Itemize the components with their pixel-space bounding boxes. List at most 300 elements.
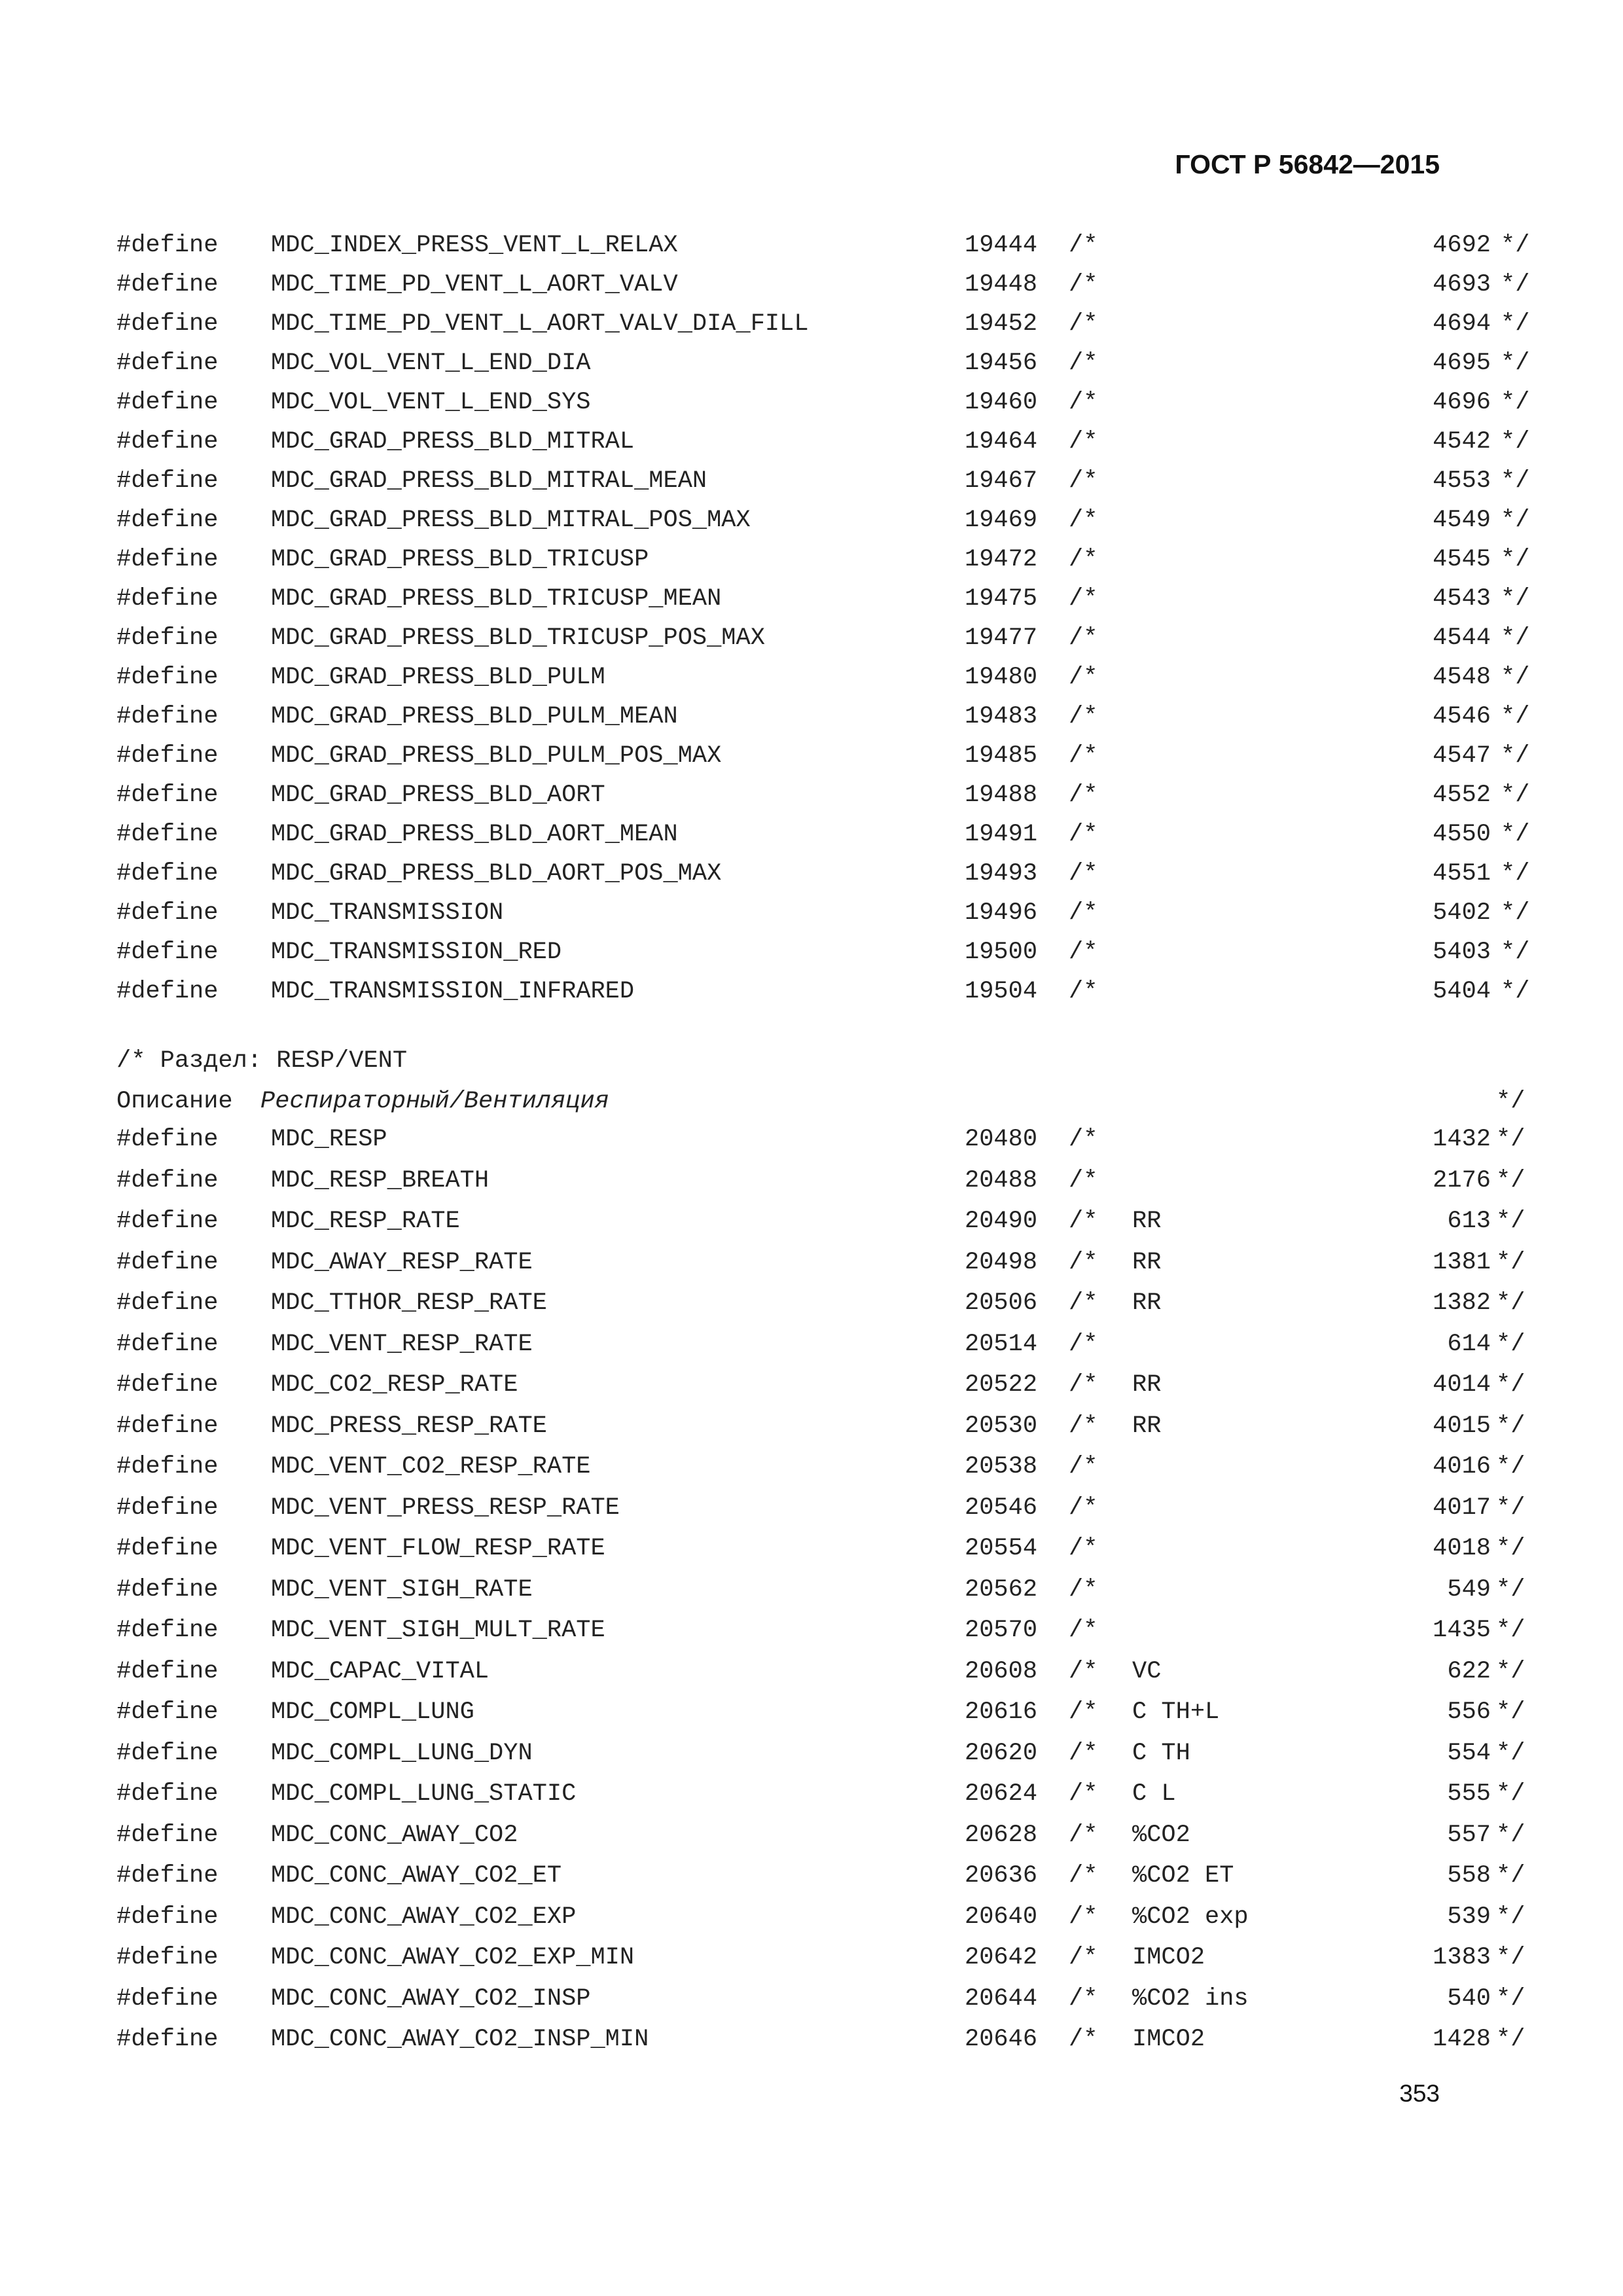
macro-code: 20546 [965,1494,1038,1522]
define-row [116,1248,1525,1290]
define-keyword: #define [116,1453,219,1480]
comment-open: /* [1069,585,1098,613]
abbreviation: C L [1132,1780,1176,1808]
comment-close: */ [1501,781,1530,809]
define-keyword: #define [116,1698,219,1726]
define-row [116,860,1530,899]
define-keyword: #define [116,1739,219,1767]
comment-open: /* [1069,428,1098,456]
macro-code: 19456 [965,350,1038,377]
macro-name: MDC_GRAD_PRESS_BLD_AORT [271,781,605,809]
define-keyword: #define [116,1535,219,1562]
define-keyword: #define [116,507,219,534]
reference-number: 613 [1447,1208,1491,1235]
comment-open: /* [1069,1780,1098,1808]
define-keyword: #define [116,664,219,691]
abbreviation: %CO2 ET [1132,1862,1234,1890]
define-keyword: #define [116,1371,219,1399]
comment-open: /* [1069,2026,1098,2053]
reference-number: 622 [1447,1657,1491,1685]
comment-open: /* [1069,1494,1098,1522]
macro-code: 19480 [965,664,1038,691]
comment-open: /* [1069,1698,1098,1726]
macro-name: MDC_CAPAC_VITAL [271,1657,490,1685]
comment-close: */ [1496,1248,1525,1276]
abbreviation: RR [1132,1289,1162,1317]
macro-name: MDC_GRAD_PRESS_BLD_TRICUSP_POS_MAX [271,624,765,652]
comment-open: /* [1069,1208,1098,1235]
macro-code: 19452 [965,310,1038,338]
macro-name: MDC_TRANSMISSION_INFRARED [271,978,635,1005]
macro-code: 19460 [965,389,1038,416]
section-desc-close: */ [1496,1088,1525,1115]
comment-close: */ [1501,742,1530,770]
define-keyword: #define [116,1575,219,1604]
define-keyword: #define [116,1208,219,1235]
define-keyword: #define [116,1248,219,1276]
macro-code: 20636 [965,1862,1038,1890]
define-row [116,1330,1525,1372]
define-keyword: #define [116,1330,219,1358]
abbreviation: IMCO2 [1132,2026,1205,2053]
macro-name: MDC_TRANSMISSION [271,899,504,927]
comment-open: /* [1069,703,1098,730]
macro-code: 19485 [965,742,1038,770]
macro-code: 20646 [965,2026,1038,2053]
macro-name: MDC_VENT_CO2_RESP_RATE [271,1453,591,1480]
abbreviation: %CO2 exp [1132,1903,1249,1931]
comment-open: /* [1069,546,1098,573]
macro-name: MDC_AWAY_RESP_RATE [271,1248,533,1276]
comment-open: /* [1069,1657,1098,1685]
define-row [116,1698,1525,1740]
abbreviation: RR [1132,1371,1162,1399]
define-keyword: #define [116,1862,219,1890]
reference-number: 557 [1447,1821,1491,1849]
macro-code: 20608 [965,1657,1038,1685]
reference-number: 4018 [1433,1535,1491,1562]
define-keyword: #define [116,821,219,848]
macro-code: 19488 [965,781,1038,809]
macro-name: MDC_INDEX_PRESS_VENT_L_RELAX [271,232,678,259]
comment-open: /* [1069,1617,1098,1644]
comment-open: /* [1069,350,1098,377]
comment-close: */ [1501,664,1530,691]
macro-code: 20514 [965,1330,1038,1358]
section-heading: /* Раздел: RESP/VENT [116,1047,408,1075]
macro-code: 20628 [965,1821,1038,1849]
comment-close: */ [1496,1984,1525,2013]
macro-code: 20506 [965,1289,1038,1317]
define-row [116,1780,1525,1821]
define-keyword: #define [116,939,219,966]
reference-number: 4553 [1433,467,1491,495]
macro-code: 20642 [965,1944,1038,1971]
reference-number: 4545 [1433,546,1491,573]
macro-name: MDC_GRAD_PRESS_BLD_AORT_MEAN [271,821,678,848]
reference-number: 4696 [1433,389,1491,416]
macro-name: MDC_COMPL_LUNG [271,1698,474,1726]
macro-code: 19469 [965,507,1038,534]
comment-open: /* [1069,1944,1098,1971]
define-keyword: #define [116,310,219,338]
define-keyword: #define [116,1126,219,1153]
reference-number: 4015 [1433,1412,1491,1440]
macro-name: MDC_CONC_AWAY_CO2_EXP [271,1903,577,1931]
reference-number: 1383 [1433,1944,1491,1971]
macro-code: 20498 [965,1248,1038,1276]
define-row [116,1126,1525,1167]
comment-open: /* [1069,232,1098,259]
define-row [116,781,1530,821]
reference-number: 555 [1447,1780,1491,1808]
macro-name: MDC_RESP_RATE [271,1208,460,1235]
macro-name: MDC_VENT_FLOW_RESP_RATE [271,1535,605,1562]
define-row [116,1821,1525,1863]
define-row [116,742,1530,781]
comment-open: /* [1069,860,1098,888]
define-keyword: #define [116,350,219,377]
define-keyword: #define [116,585,219,613]
comment-close: */ [1496,1821,1525,1849]
comment-close: */ [1496,1412,1525,1440]
macro-name: MDC_RESP [271,1126,387,1153]
reference-number: 556 [1447,1698,1491,1726]
define-keyword: #define [116,428,219,456]
comment-open: /* [1069,1166,1098,1194]
define-row [116,389,1530,428]
define-keyword: #define [116,1903,219,1931]
reference-number: 614 [1447,1330,1491,1358]
define-row [116,1617,1525,1658]
comment-open: /* [1069,1248,1098,1276]
comment-close: */ [1501,703,1530,730]
abbreviation: %CO2 ins [1132,1984,1249,2013]
macro-name: MDC_GRAD_PRESS_BLD_AORT_POS_MAX [271,860,722,888]
reference-number: 4546 [1433,703,1491,730]
reference-number: 4016 [1433,1453,1491,1480]
define-keyword: #define [116,271,219,298]
define-block-2 [116,1126,1525,2067]
reference-number: 549 [1447,1575,1491,1604]
comment-open: /* [1069,467,1098,495]
define-keyword: #define [116,1944,219,1971]
reference-number: 4548 [1433,664,1491,691]
define-keyword: #define [116,467,219,495]
comment-open: /* [1069,978,1098,1005]
macro-code: 19493 [965,860,1038,888]
macro-name: MDC_VOL_VENT_L_END_DIA [271,350,591,377]
define-keyword: #define [116,389,219,416]
abbreviation: C TH [1132,1739,1190,1767]
macro-name: MDC_GRAD_PRESS_BLD_TRICUSP [271,546,649,573]
macro-name: MDC_GRAD_PRESS_BLD_PULM_POS_MAX [271,742,722,770]
define-keyword: #define [116,1821,219,1849]
abbreviation: RR [1132,1248,1162,1276]
comment-close: */ [1496,1617,1525,1644]
comment-open: /* [1069,1739,1098,1767]
section-desc-label: Описание [116,1088,233,1115]
define-keyword: #define [116,781,219,809]
comment-close: */ [1496,1780,1525,1808]
define-row [116,1535,1525,1576]
document-standard-header: ГОСТ Р 56842—2015 [1175,149,1440,179]
macro-code: 20644 [965,1984,1038,2013]
comment-close: */ [1496,1739,1525,1767]
comment-close: */ [1501,467,1530,495]
reference-number: 1435 [1433,1617,1491,1644]
define-row [116,507,1530,546]
define-row [116,1166,1525,1208]
comment-open: /* [1069,1821,1098,1849]
page-number: 353 [1399,2080,1440,2107]
macro-code: 19491 [965,821,1038,848]
macro-name: MDC_CONC_AWAY_CO2_ET [271,1862,562,1890]
define-row [116,271,1530,310]
section-desc-text: Респираторный/Вентиляция [260,1088,609,1115]
reference-number: 4550 [1433,821,1491,848]
define-row [116,1371,1525,1412]
define-row [116,1208,1525,1249]
macro-code: 19475 [965,585,1038,613]
comment-open: /* [1069,1535,1098,1562]
comment-close: */ [1496,1166,1525,1194]
abbreviation: %CO2 [1132,1821,1190,1849]
reference-number: 4692 [1433,232,1491,259]
macro-name: MDC_CONC_AWAY_CO2_INSP_MIN [271,2026,649,2053]
define-row [116,821,1530,860]
reference-number: 4693 [1433,271,1491,298]
comment-close: */ [1496,1126,1525,1153]
define-row [116,1984,1525,2026]
reference-number: 539 [1447,1903,1491,1931]
define-row [116,585,1530,624]
macro-code: 19496 [965,899,1038,927]
macro-name: MDC_GRAD_PRESS_BLD_TRICUSP_MEAN [271,585,722,613]
comment-close: */ [1496,1657,1525,1685]
macro-name: MDC_GRAD_PRESS_BLD_MITRAL_MEAN [271,467,707,495]
define-keyword: #define [116,1657,219,1685]
reference-number: 4694 [1433,310,1491,338]
reference-number: 4551 [1433,860,1491,888]
macro-code: 20522 [965,1371,1038,1399]
comment-open: /* [1069,1575,1098,1604]
define-keyword: #define [116,546,219,573]
define-row [116,1453,1525,1494]
macro-code: 20624 [965,1780,1038,1808]
define-keyword: #define [116,2026,219,2053]
reference-number: 1381 [1433,1248,1491,1276]
macro-code: 20488 [965,1166,1038,1194]
macro-name: MDC_TIME_PD_VENT_L_AORT_VALV [271,271,678,298]
define-keyword: #define [116,899,219,927]
reference-number: 4014 [1433,1371,1491,1399]
comment-close: */ [1501,232,1530,259]
define-row [116,703,1530,742]
macro-name: MDC_COMPL_LUNG_DYN [271,1739,533,1767]
reference-number: 1382 [1433,1289,1491,1317]
comment-open: /* [1069,310,1098,338]
define-keyword: #define [116,860,219,888]
macro-code: 20480 [965,1126,1038,1153]
define-keyword: #define [116,978,219,1005]
reference-number: 5403 [1433,939,1491,966]
comment-close: */ [1501,860,1530,888]
comment-open: /* [1069,821,1098,848]
comment-close: */ [1496,1208,1525,1235]
macro-code: 20616 [965,1698,1038,1726]
comment-open: /* [1069,271,1098,298]
comment-close: */ [1496,1453,1525,1480]
macro-code: 19444 [965,232,1038,259]
define-row [116,2026,1525,2067]
macro-code: 19448 [965,271,1038,298]
define-keyword: #define [116,1289,219,1317]
macro-code: 20640 [965,1903,1038,1931]
define-keyword: #define [116,1166,219,1194]
macro-code: 20562 [965,1575,1038,1604]
macro-code: 19467 [965,467,1038,495]
macro-code: 19472 [965,546,1038,573]
macro-code: 19500 [965,939,1038,966]
comment-open: /* [1069,389,1098,416]
reference-number: 554 [1447,1739,1491,1767]
comment-open: /* [1069,624,1098,652]
macro-name: MDC_TTHOR_RESP_RATE [271,1289,547,1317]
define-keyword: #define [116,742,219,770]
macro-name: MDC_GRAD_PRESS_BLD_MITRAL_POS_MAX [271,507,751,534]
define-row [116,1862,1525,1903]
macro-code: 20530 [965,1412,1038,1440]
macro-code: 20538 [965,1453,1038,1480]
reference-number: 4544 [1433,624,1491,652]
macro-name: MDC_VENT_SIGH_MULT_RATE [271,1617,605,1644]
comment-close: */ [1496,1289,1525,1317]
reference-number: 4547 [1433,742,1491,770]
define-row [116,1289,1525,1331]
comment-close: */ [1501,978,1530,1005]
define-row [116,546,1530,585]
macro-name: MDC_GRAD_PRESS_BLD_PULM_MEAN [271,703,678,730]
define-row [116,1903,1525,1945]
define-row [116,664,1530,703]
comment-close: */ [1501,546,1530,573]
reference-number: 1428 [1433,2026,1491,2053]
macro-code: 19477 [965,624,1038,652]
comment-close: */ [1496,1862,1525,1890]
macro-code: 20554 [965,1535,1038,1562]
comment-open: /* [1069,1412,1098,1440]
comment-open: /* [1069,1289,1098,1317]
define-row [116,1739,1525,1781]
macro-name: MDC_RESP_BREATH [271,1166,490,1194]
comment-close: */ [1496,1698,1525,1726]
comment-close: */ [1501,624,1530,652]
comment-open: /* [1069,1903,1098,1931]
macro-name: MDC_VENT_RESP_RATE [271,1330,533,1358]
macro-code: 20620 [965,1739,1038,1767]
define-keyword: #define [116,1412,219,1440]
comment-close: */ [1496,1575,1525,1604]
comment-close: */ [1496,1903,1525,1931]
define-keyword: #define [116,703,219,730]
reference-number: 4542 [1433,428,1491,456]
define-row [116,899,1530,939]
comment-close: */ [1501,939,1530,966]
macro-name: MDC_GRAD_PRESS_BLD_MITRAL [271,428,635,456]
comment-open: /* [1069,1330,1098,1358]
define-row [116,1412,1525,1454]
comment-open: /* [1069,1984,1098,2013]
macro-code: 19504 [965,978,1038,1005]
comment-close: */ [1501,821,1530,848]
macro-code: 20570 [965,1617,1038,1644]
reference-number: 5402 [1433,899,1491,927]
comment-close: */ [1496,1371,1525,1399]
define-row [116,467,1530,507]
reference-number: 4552 [1433,781,1491,809]
comment-close: */ [1501,507,1530,534]
comment-open: /* [1069,939,1098,966]
macro-code: 20490 [965,1208,1038,1235]
define-row [116,1494,1525,1535]
comment-close: */ [1496,1494,1525,1522]
macro-name: MDC_CO2_RESP_RATE [271,1371,518,1399]
abbreviation: RR [1132,1412,1162,1440]
comment-open: /* [1069,1371,1098,1399]
comment-open: /* [1069,507,1098,534]
comment-open: /* [1069,742,1098,770]
macro-code: 19483 [965,703,1038,730]
comment-open: /* [1069,781,1098,809]
define-keyword: #define [116,232,219,259]
comment-close: */ [1501,310,1530,338]
comment-close: */ [1496,1535,1525,1562]
reference-number: 4543 [1433,585,1491,613]
define-row [116,978,1530,1017]
macro-name: MDC_TIME_PD_VENT_L_AORT_VALV_DIA_FILL [271,310,809,338]
comment-close: */ [1501,585,1530,613]
reference-number: 4549 [1433,507,1491,534]
define-row [116,624,1530,664]
reference-number: 4017 [1433,1494,1491,1522]
define-row [116,350,1530,389]
comment-open: /* [1069,1862,1098,1890]
comment-close: */ [1496,1944,1525,1971]
abbreviation: IMCO2 [1132,1944,1205,1971]
define-keyword: #define [116,624,219,652]
define-row [116,1575,1525,1617]
macro-name: MDC_PRESS_RESP_RATE [271,1412,547,1440]
macro-name: MDC_VENT_PRESS_RESP_RATE [271,1494,620,1522]
macro-name: MDC_GRAD_PRESS_BLD_PULM [271,664,605,691]
comment-close: */ [1496,1330,1525,1358]
define-keyword: #define [116,1780,219,1808]
comment-open: /* [1069,1453,1098,1480]
define-row [116,1944,1525,1985]
define-keyword: #define [116,1984,219,2013]
reference-number: 5404 [1433,978,1491,1005]
comment-open: /* [1069,1126,1098,1153]
macro-name: MDC_VOL_VENT_L_END_SYS [271,389,591,416]
macro-name: MDC_VENT_SIGH_RATE [271,1575,533,1604]
reference-number: 558 [1447,1862,1491,1890]
comment-close: */ [1501,899,1530,927]
define-block-1 [116,232,1530,1017]
abbreviation: C TH+L [1132,1698,1220,1726]
comment-close: */ [1501,271,1530,298]
macro-name: MDC_COMPL_LUNG_STATIC [271,1780,577,1808]
